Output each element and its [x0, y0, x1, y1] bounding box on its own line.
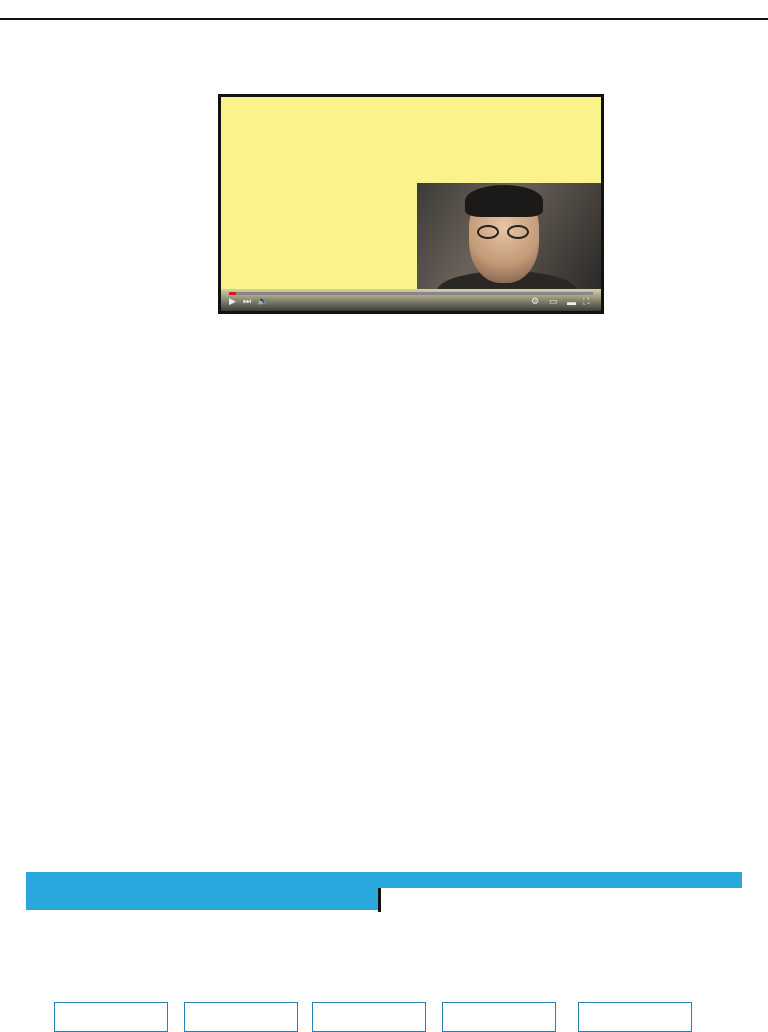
portrait-glasses — [477, 225, 533, 239]
spiral-binding-left — [0, 432, 26, 1024]
fullscreen-icon[interactable]: ⛶ — [583, 296, 590, 306]
miniplayer-icon[interactable]: ▭ — [549, 296, 558, 306]
story-left-column — [42, 472, 374, 487]
settings-icon[interactable]: ⚙ — [531, 296, 540, 306]
next-icon[interactable]: ⏭ — [243, 296, 252, 306]
binding-line — [0, 18, 768, 20]
spiral-binding-top — [0, 0, 768, 28]
video-thumbnail[interactable] — [218, 94, 604, 314]
video-progress-fill — [229, 292, 236, 295]
play-icon[interactable]: ▶ — [229, 296, 236, 306]
portrait-image — [417, 183, 603, 295]
timeline-box[interactable] — [184, 1002, 298, 1032]
timeline-box[interactable] — [578, 1002, 692, 1032]
video-progress-bar[interactable] — [229, 292, 593, 295]
theater-icon[interactable]: ▬ — [567, 297, 576, 307]
story-right-column — [394, 444, 746, 459]
timeline-box[interactable] — [312, 1002, 426, 1032]
portrait-hair — [465, 185, 543, 217]
activity-date-box — [378, 888, 745, 912]
timeline-box[interactable] — [54, 1002, 168, 1032]
volume-icon[interactable]: 🔈 — [257, 296, 269, 306]
timeline-box[interactable] — [442, 1002, 556, 1032]
